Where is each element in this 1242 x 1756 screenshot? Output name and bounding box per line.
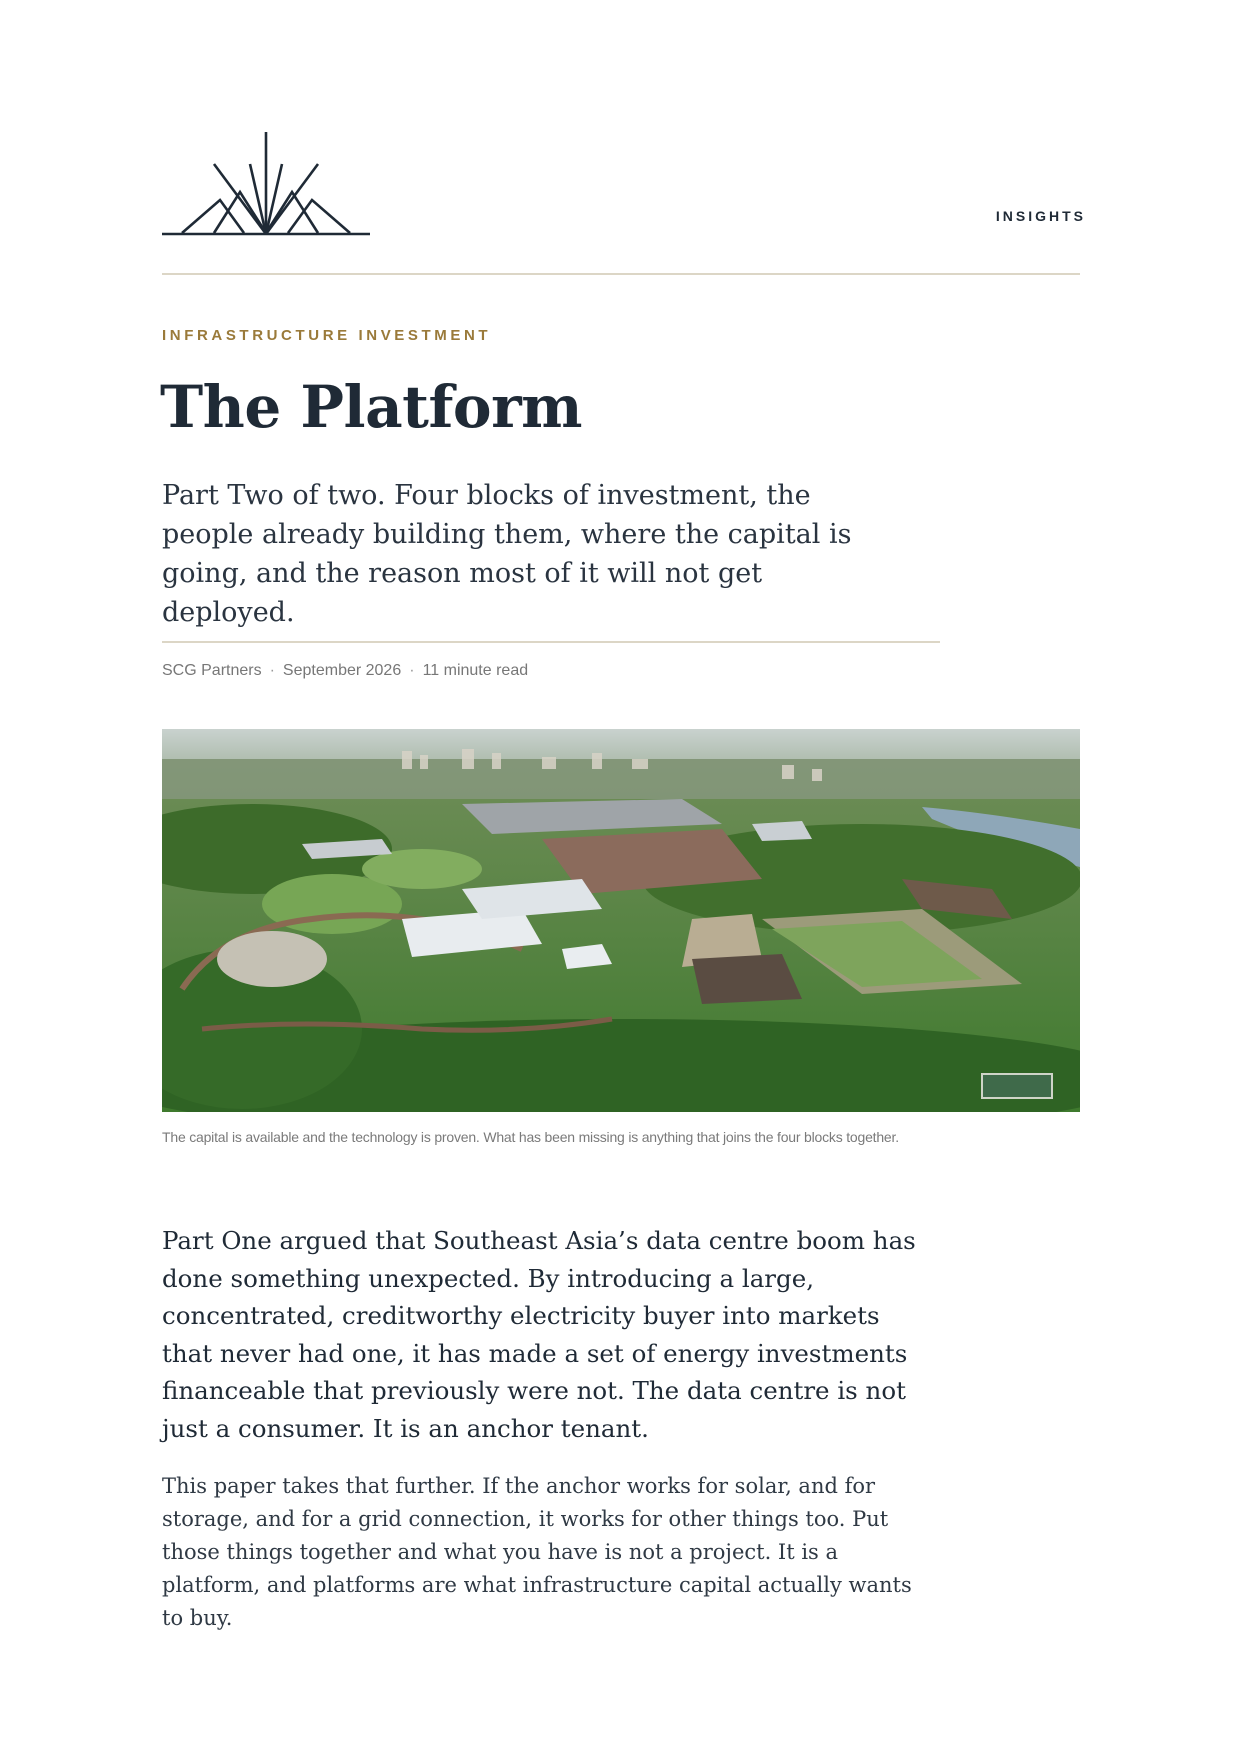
hero-caption: The capital is available and the technology is proven. What has been missing is anything that joins the four blocks together. [162,1129,899,1145]
meta-read-time: 11 minute read [422,662,529,679]
hero-image [162,729,1080,1112]
meta-author: SCG Partners [162,662,262,679]
meta-separator: · [409,662,415,679]
header-divider [162,273,1080,275]
body-paragraph: This paper takes that further. If the anchor works for solar, and for storage, and for a grid connection, it works for other things too. Put those things together and what you have is not a project. It is a platform, and platforms are what infrastructure capital actually wants to buy. [162,1474,912,1630]
crown-peaks-logo-icon [162,130,370,240]
meta-divider [162,641,940,643]
meta-date: September 2026 [282,662,402,679]
page-title: The Platform [160,373,583,441]
meta-separator: · [269,662,275,679]
lead-paragraph: Part One argued that Southeast Asia’s data centre boom has done something unexpected. By introducing a large, concentrated, creditworthy electricity buyer into markets that never had one, it has made a set of energy investments financeable that previously were not. The data centre is not just a consumer. It is an anchor tenant. [162,1226,916,1443]
insights-nav-link[interactable]: INSIGHTS [995,208,1086,224]
brand-logo[interactable] [162,130,370,240]
article-meta [162,662,528,680]
category-eyebrow: INFRASTRUCTURE INVESTMENT [162,327,492,344]
article-subtitle: Part Two of two. Four blocks of investment, the people already building them, where the capital is going, and the reason most of it will not get deployed. [162,480,852,628]
